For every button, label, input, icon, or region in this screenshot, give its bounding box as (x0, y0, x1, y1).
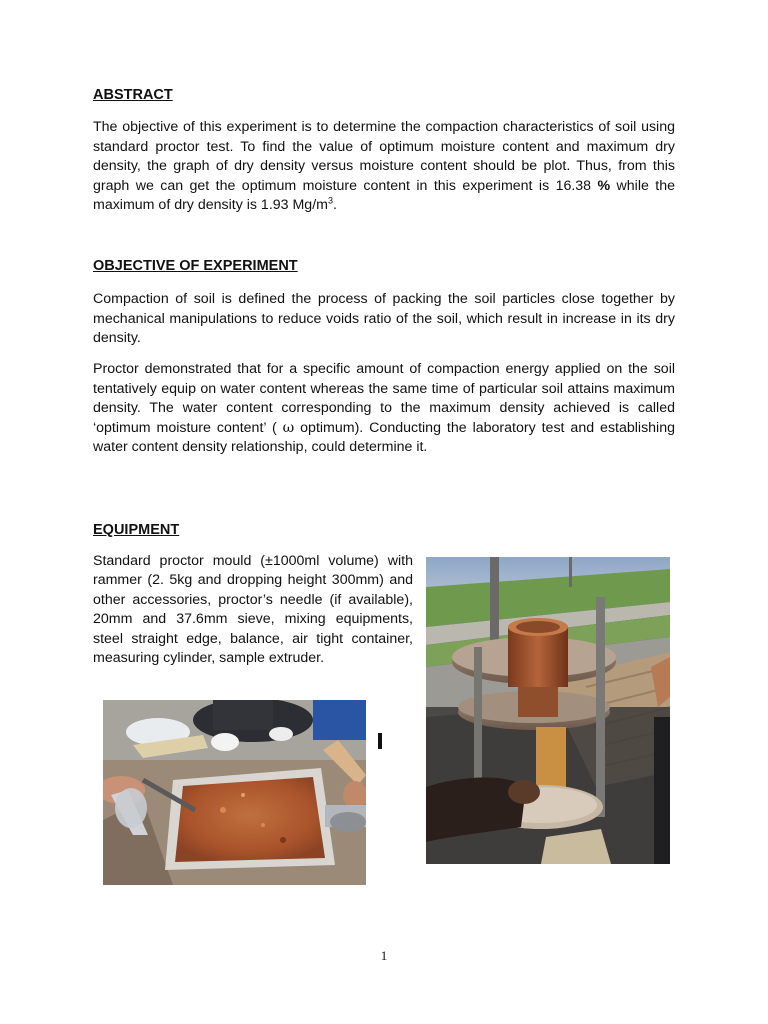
text-cursor-mark (378, 733, 382, 749)
objective-paragraph-2 (93, 360, 675, 458)
objective-text-part: Proctor demonstrated that for a specific amount of compaction energy applied on the soil tentatively equip on water content whereas the same time of particular soil attains maximum density. The water content corresponding to the maximum density achieved is called ‘optimum moisture content’ ( (93, 361, 675, 436)
omega-symbol: ω (282, 419, 295, 436)
equipment-paragraph: Standard proctor mould (±1000ml volume) with rammer (2. 5kg and dropping height 300mm) and other accessories, proctor’s needle (if available), 20mm and 37.6mm sieve, mixing equipments, steel straight edge, balance, air tight container, measuring cylinder, sample extruder. (93, 553, 413, 667)
abstract-heading: ABSTRACT (93, 87, 173, 103)
abstract-text-part: . (332, 197, 337, 214)
objective-heading: OBJECTIVE OF EXPERIMENT (93, 258, 298, 274)
abstract-percent-sign: % (597, 177, 611, 194)
equipment-heading: EQUIPMENT (93, 522, 180, 538)
soil-tray-photo (103, 700, 366, 885)
abstract-superscript: 3 (327, 195, 333, 206)
proctor-mould-photo (426, 557, 670, 864)
abstract-text-part: The objective of this experiment is to determine the compaction characteristics of soil using standard proctor test. To find the value of optimum moisture content and maximum dry density, the graph of dry density versus moisture content should be plot. Thus, from this graph we can get the optimum moisture content in this experiment is 16.38 (93, 119, 675, 194)
objective-text-part: optimum). Conducting the laboratory test and establishing water content density relationship, could determine it. (93, 419, 675, 456)
abstract-paragraph (93, 118, 675, 216)
abstract-text-part: while the maximum of dry density is 1.93 Mg/m (93, 177, 676, 214)
page-number: 1 (380, 948, 388, 963)
objective-paragraph-1: Compaction of soil is defined the process of packing the soil particles close together by mechanical manipulations to reduce voids ratio of the soil, which result in increase in its dry density. (93, 291, 675, 347)
